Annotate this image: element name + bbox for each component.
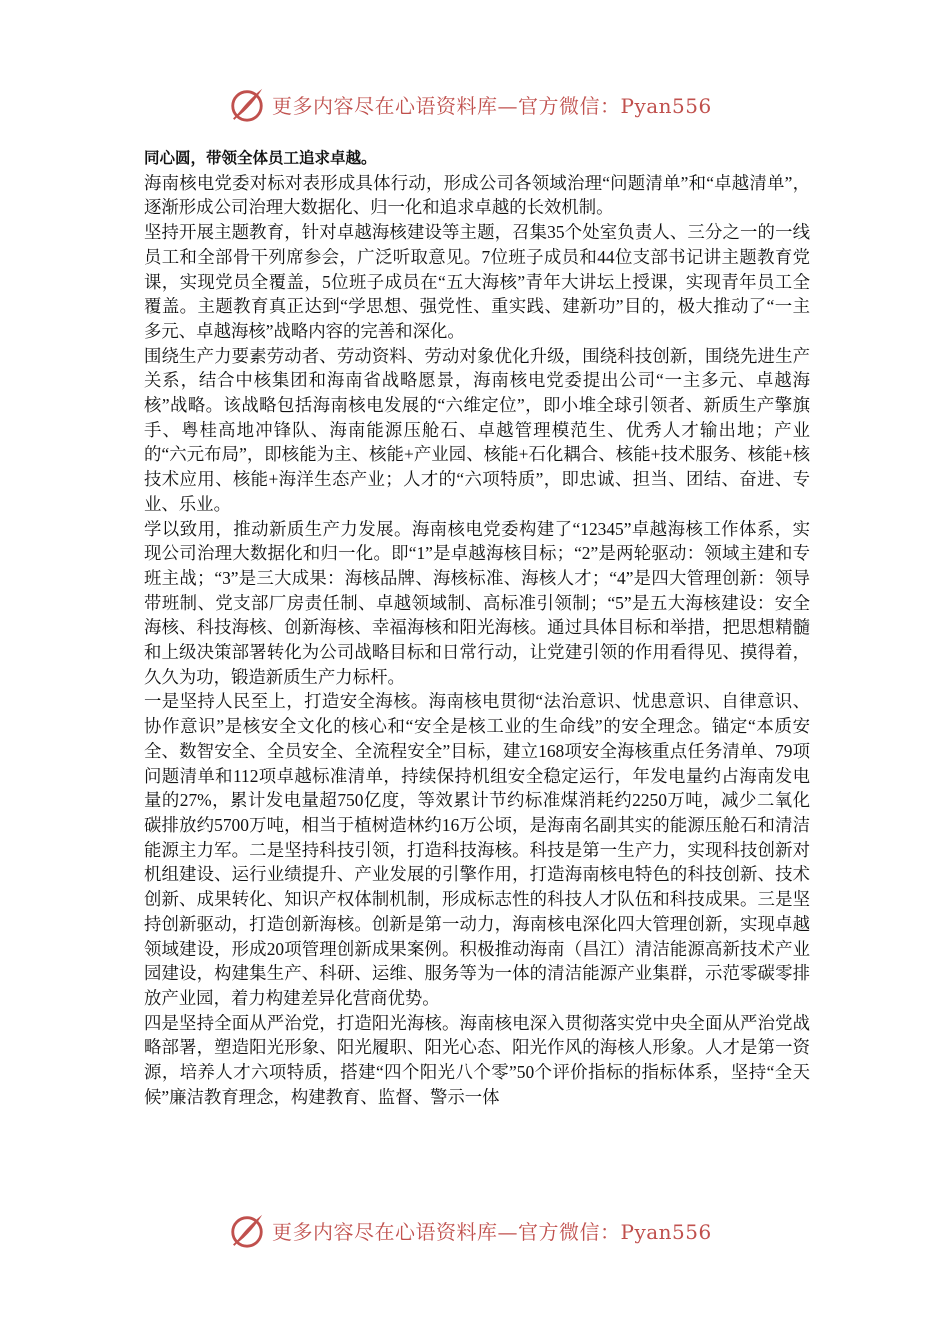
quill-logo-icon xyxy=(228,1211,266,1249)
paragraph: 围绕生产力要素劳动者、劳动资料、劳动对象优化升级，围绕科技创新，围绕先进生产关系，结合中核集团和海南省战略愿景，海南核电党委提出公司“一主多元、卓越海核”战略。该战略包括海南核电发展的“六维定位”，即小堆全球引领者、新质生产擎旗手、粤桂高地冲锋队、海南能源压舱石、卓越管理模范生、优秀人才输出地；产业的“六元布局”，即核能为主、核能+产业园、核能+石化耦合、核能+技术服务、核能+核技术应用、核能+海洋生态产业；人才的“六项特质”，即忠诚、担当、团结、奋进、专业、乐业。 xyxy=(144,345,810,514)
header-banner-text: 更多内容尽在心语资料库—官方微信：Pyan556 xyxy=(272,93,712,118)
paragraph: 学以致用，推动新质生产力发展。海南核电党委构建了“12345”卓越海核工作体系，实现公司治理大数据化和归一化。即“1”是卓越海核目标；“2”是两轮驱动：领域主建和专班主战；“3”是三大成果：海核品牌、海核标准、海核人才；“4”是四大管理创新：领导带班制、党支部厂房责任制、卓越领域制、高标准引领制；“5”是五大海核建设：安全海核、科技海核、创新海核、幸福海核和阳光海核。通过具体目标和举措，把思想精髓和上级决策部署转化为公司战略目标和日常行动，让党建引领的作用看得见、摸得着，久久为功，锻造新质生产力标杆。 xyxy=(144,518,810,687)
document-body xyxy=(144,146,810,1109)
paragraph: 一是坚持人民至上，打造安全海核。海南核电贯彻“法治意识、忧患意识、自律意识、协作意识”是核安全文化的核心和“安全是核工业的生命线”的安全理念。锚定“本质安全、数智安全、全员安全、全流程安全”目标，建立168项安全海核重点任务清单、79项问题清单和112项卓越标准清单，持续保持机组安全稳定运行，年发电量约占海南发电量的27%，累计发电量超750亿度，等效累计节约标准煤消耗约2250万吨，减少二氧化碳排放约5700万吨，相当于植树造林约16万公顷，是海南名副其实的能源压舱石和清洁能源主力军。二是坚持科技引领，打造科技海核。科技是第一生产力，实现科技创新对机组建设、运行业绩提升、产业发展的引擎作用，打造海南核电特色的科技创新、技术创新、成果转化、知识产权体制机制，形成标志性的科技人才队伍和科技成果。三是坚持创新驱动，打造创新海核。创新是第一动力，海南核电深化四大管理创新，实现卓越领域建设，形成20项管理创新成果案例。积极推动海南（昌江）清洁能源高新技术产业园建设，构建集生产、科研、运维、服务等为一体的清洁能源产业集群，示范零碳零排放产业园，着力构建差异化营商优势。 xyxy=(144,691,810,1008)
paragraph: 四是坚持全面从严治党，打造阳光海核。海南核电深入贯彻落实党中央全面从严治党战略部署，塑造阳光形象、阳光履职、阳光心态、阳光作风的海核人形象。人才是第一资源，培养人才六项特质，搭建“四个阳光八个零”50个评价指标的指标体系，坚持“全天候”廉洁教育理念，构建教育、监督、警示一体 xyxy=(144,1012,810,1107)
quill-logo-icon xyxy=(228,85,266,123)
header-banner xyxy=(228,84,788,124)
paragraph: 坚持开展主题教育，针对卓越海核建设等主题，召集35个处室负责人、三分之一的一线员工和全部骨干列席参会，广泛听取意见。7位班子成员和44位支部书记讲主题教育党课，实现党员全覆盖，5位班子成员在“五大海核”青年大讲坛上授课，实现青年员工全覆盖。主题教育真正达到“学思想、强党性、重实践、建新功”目的，极大推动了“一主多元、卓越海核”战略内容的完善和深化。 xyxy=(144,222,810,341)
paragraph: 海南核电党委对标对表形成具体行动，形成公司各领域治理“问题清单”和“卓越清单”，逐渐形成公司治理大数据化、归一化和追求卓越的长效机制。 xyxy=(144,172,810,218)
lead-line: 同心圆，带领全体员工追求卓越。 xyxy=(144,149,377,167)
footer-banner xyxy=(228,1210,788,1250)
footer-banner-text: 更多内容尽在心语资料库—官方微信：Pyan556 xyxy=(272,1219,712,1244)
